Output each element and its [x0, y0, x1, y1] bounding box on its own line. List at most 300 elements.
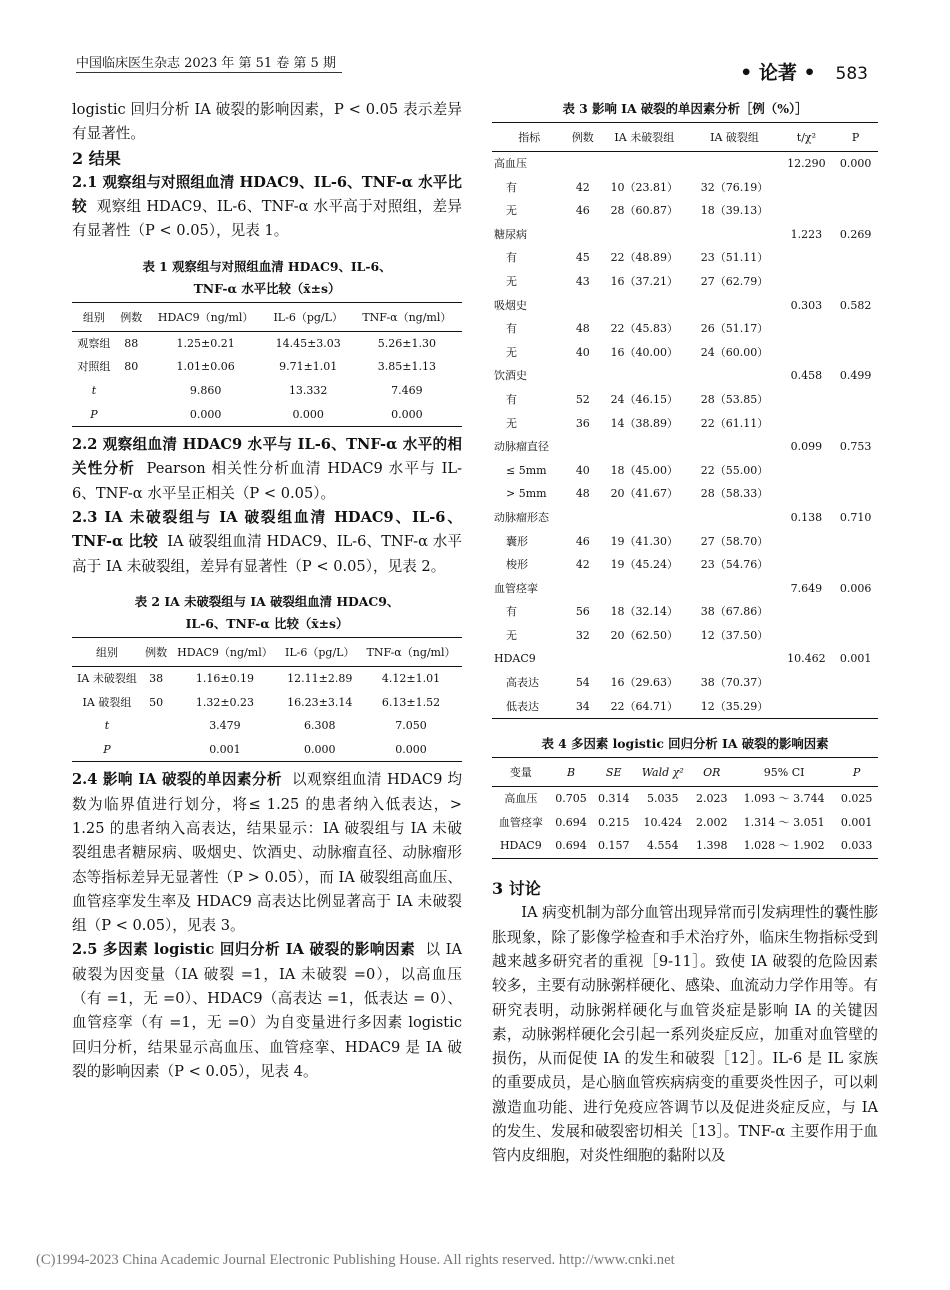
table-1	[72, 256, 462, 427]
table-cell	[833, 199, 878, 223]
table-cell	[689, 506, 779, 530]
table-cell	[833, 695, 878, 719]
table-row	[492, 176, 878, 200]
table-cell: 有	[506, 605, 517, 619]
section-2-5-text: 以 IA 破裂为因变量（IA 破裂 =1，IA 未破裂 =0），以高血压（有 =1，无 =0）、HDAC9（高表达 =1，低表达 = 0）、血管痉挛（有 =1，无 =0）为自变量进行多因素 logistic 回归分析，结果显示高血压、血管痉挛、HDAC9 是 IA 破裂的影响因素（P < 0.05），见表 4。	[72, 941, 462, 1080]
table-cell	[780, 553, 834, 577]
table-cell: 7.469	[391, 383, 423, 397]
table-row	[492, 223, 878, 247]
table-cell: 低表达	[492, 695, 566, 719]
table-cell: HDAC9	[492, 834, 550, 858]
table-4-grid	[492, 757, 878, 859]
table-2	[72, 591, 462, 762]
table-cell: 12.11±2.89	[287, 671, 353, 685]
table-cell: 9.860	[189, 383, 222, 397]
table-cell	[833, 553, 878, 577]
table-cell: 36	[575, 416, 590, 430]
section-page-header	[740, 58, 868, 85]
table-row	[72, 379, 462, 403]
table-cell: 1.314 ～ 3.051	[743, 815, 825, 829]
table-cell: 38（67.86）	[700, 605, 769, 619]
table-row	[492, 530, 878, 554]
table-header: 组别	[72, 302, 116, 331]
table-cell: 27（62.79）	[700, 274, 769, 288]
table-cell	[599, 647, 689, 671]
table-cell: 高血压	[494, 157, 527, 170]
table-cell: 26（51.17）	[700, 322, 769, 336]
table-4-body	[492, 787, 878, 859]
section-2-1-text: 观察组 HDAC9、IL-6、TNF-α 水平高于对照组，差异有显著性（P < 0.05），见表 1。	[72, 198, 462, 240]
table-cell: 18（39.13）	[700, 204, 769, 218]
table-cell: 1.398	[690, 834, 733, 858]
table-cell	[780, 412, 834, 436]
table-cell: 有	[506, 322, 517, 336]
table-cell	[599, 294, 689, 318]
table-cell: 22（64.71）	[599, 695, 689, 719]
table-header: 组别	[72, 637, 142, 666]
table-cell	[566, 223, 599, 247]
table-cell: 6.13±1.52	[381, 695, 441, 709]
table-4	[492, 733, 878, 859]
table-cell: 有	[506, 251, 517, 265]
table-cell	[780, 624, 834, 648]
table-cell: 6.308	[304, 719, 336, 733]
table-cell	[566, 435, 599, 459]
table-cell: 高表达	[506, 676, 539, 690]
table-cell: 27（58.70）	[700, 534, 769, 548]
table-cell: 48	[575, 487, 590, 501]
table-cell: 囊形	[506, 534, 528, 548]
table-cell: 18（45.00）	[610, 463, 679, 477]
section-2-1	[72, 171, 462, 244]
table-cell: 19（41.30）	[610, 534, 679, 548]
table-cell: 0.001	[839, 652, 872, 666]
table-1-body	[72, 331, 462, 426]
table-cell: 动脉瘤直径	[494, 440, 549, 454]
table-cell: 4.554	[635, 834, 690, 858]
table-1-caption	[72, 256, 462, 300]
table-header: HDAC9（ng/ml）	[147, 302, 265, 331]
table-cell	[780, 459, 834, 483]
table-cell: 54	[575, 676, 590, 690]
table-cell	[833, 624, 878, 648]
table-2-caption-line2: IL-6、TNF-α 比较（x̄±s）	[185, 615, 349, 631]
table-cell: 2.023	[695, 792, 728, 806]
table-cell: 43	[575, 274, 590, 288]
table-cell: 0.157	[592, 834, 635, 858]
table-row	[492, 787, 878, 811]
table-cell	[780, 388, 834, 412]
table-cell	[566, 577, 599, 601]
table-cell: 0.314	[597, 792, 630, 806]
table-4-caption: 表 4 多因素 logistic 回归分析 IA 破裂的影响因素	[541, 736, 829, 752]
table-row	[492, 412, 878, 436]
table-cell: 28（60.87）	[610, 204, 679, 218]
table-header: 例数	[116, 302, 147, 331]
table-3-caption: 表 3 影响 IA 破裂的单因素分析［例（%）］	[562, 101, 808, 116]
table-cell: 24（60.00）	[700, 345, 769, 359]
table-row	[492, 317, 878, 341]
table-cell	[833, 246, 878, 270]
table-1-caption-line1: 表 1 观察组与对照组血清 HDAC9、IL-6、	[142, 258, 392, 274]
table-cell: HDAC9	[494, 652, 536, 666]
table-cell: 1.093 ～ 3.744	[743, 792, 825, 806]
table-cell: 23（51.11）	[700, 251, 769, 265]
table-cell: 有	[506, 392, 517, 406]
table-cell	[780, 199, 834, 223]
table-cell: 12（37.50）	[700, 628, 769, 642]
table-header: P	[833, 123, 878, 152]
table-cell	[689, 647, 779, 671]
table-cell: 0.138	[790, 510, 823, 524]
table-cell: 糖尿病	[494, 227, 527, 241]
table-header: HDAC9（ng/ml）	[170, 637, 279, 666]
table-cell	[566, 294, 599, 318]
table-header: TNF-α（ng/ml）	[352, 302, 462, 331]
table-row	[72, 331, 462, 355]
table-header: Wald χ²	[635, 758, 690, 787]
table-header: IA 未破裂组	[599, 123, 689, 152]
table-header: IA 破裂组	[689, 123, 779, 152]
table-cell	[689, 294, 779, 318]
table-cell: 5.26±1.30	[377, 336, 436, 350]
table-cell: 无	[506, 274, 517, 288]
page-number: 583	[835, 64, 868, 84]
table-header: IL-6（pg/L）	[280, 637, 361, 666]
table-cell: 46	[575, 204, 590, 218]
table-cell: 0.006	[839, 581, 872, 595]
paragraph-methods-end: logistic 回归分析 IA 破裂的影响因素，P < 0.05 表示差异有显著性。	[72, 101, 462, 143]
table-3-grid	[492, 122, 878, 719]
table-cell: 14.45±3.03	[275, 336, 341, 350]
table-cell: 0.000	[265, 403, 352, 427]
table-cell: 50	[149, 695, 164, 709]
table-cell	[780, 671, 834, 695]
table-cell	[780, 341, 834, 365]
table-cell	[833, 176, 878, 200]
section-2-4	[72, 768, 462, 938]
table-cell: 16（29.63）	[610, 676, 679, 690]
table-cell: 0.269	[839, 227, 872, 241]
table-cell	[689, 152, 779, 176]
table-header: P	[835, 758, 878, 787]
table-cell: 0.025	[840, 792, 873, 806]
table-cell: 32	[575, 628, 590, 642]
table-cell	[833, 482, 878, 506]
table-row	[72, 714, 462, 738]
table-row	[492, 199, 878, 223]
table-cell: 无	[506, 204, 517, 218]
table-cell: 1.223	[790, 227, 823, 241]
table-cell: 0.000	[352, 403, 462, 427]
table-cell	[566, 647, 599, 671]
table-cell: 血管痉挛	[494, 581, 538, 595]
table-row	[72, 738, 462, 762]
section-2-4-title: 2.4 影响 IA 破裂的单因素分析	[72, 771, 282, 789]
table-header: SE	[592, 758, 635, 787]
table-cell: P	[72, 403, 116, 427]
table-cell	[599, 152, 689, 176]
table-cell: 34	[566, 695, 599, 719]
table-cell: 吸烟史	[494, 298, 527, 312]
table-cell: 0.753	[839, 440, 872, 454]
table-cell	[142, 714, 170, 738]
table-cell: > 5mm	[506, 487, 547, 501]
table-cell	[599, 223, 689, 247]
table-cell: 20（41.67）	[610, 487, 679, 501]
table-cell: 13.332	[288, 383, 328, 397]
table-cell: 23（54.76）	[700, 558, 769, 572]
table-cell	[566, 364, 599, 388]
table-cell: 0.099	[790, 440, 823, 454]
table-cell: 22（61.11）	[700, 416, 769, 430]
table-cell: P	[72, 738, 142, 762]
table-row	[492, 459, 878, 483]
table-row	[492, 270, 878, 294]
table-cell: 1.25±0.21	[176, 336, 235, 350]
table-header: 变量	[492, 758, 550, 787]
section-2-5-title: 2.5 多因素 logistic 回归分析 IA 破裂的影响因素	[72, 941, 416, 959]
table-cell: 38	[149, 671, 164, 685]
section-label: • 论著 •	[740, 62, 816, 84]
table-cell: 1.01±0.06	[176, 360, 235, 374]
table-cell: 0.705	[555, 792, 587, 806]
table-cell: 0.000	[839, 157, 872, 170]
table-cell: 20（62.50）	[610, 628, 679, 642]
table-cell: 无	[506, 416, 517, 430]
table-cell	[780, 246, 834, 270]
table-cell: 0.033	[835, 834, 878, 858]
table-cell	[689, 435, 779, 459]
table-row	[72, 666, 462, 690]
table-cell	[833, 671, 878, 695]
table-cell: 观察组	[77, 336, 111, 350]
table-cell: 22（45.83）	[610, 322, 679, 336]
table-cell: 14（38.89）	[610, 416, 679, 430]
table-cell	[599, 577, 689, 601]
table-cell	[780, 176, 834, 200]
table-cell	[833, 317, 878, 341]
table-row	[492, 246, 878, 270]
table-cell	[116, 403, 147, 427]
table-header: OR	[690, 758, 733, 787]
table-cell: 0.694	[555, 815, 587, 829]
section-2-2	[72, 433, 462, 506]
table-cell: 52	[575, 392, 590, 406]
table-header: 例数	[566, 123, 599, 152]
table-row	[492, 671, 878, 695]
table-cell: 高血压	[504, 792, 538, 806]
table-cell: 7.050	[395, 719, 427, 733]
table-3-body	[492, 152, 878, 719]
table-row	[72, 355, 462, 379]
table-cell: IA 破裂组	[82, 695, 132, 709]
table-cell: 有	[506, 180, 517, 194]
table-cell: 16（37.21）	[610, 274, 679, 288]
table-cell	[566, 506, 599, 530]
table-cell: 0.458	[790, 369, 823, 383]
table-cell	[599, 364, 689, 388]
table-cell	[833, 600, 878, 624]
table-cell: 0.710	[839, 510, 872, 524]
table-cell: 40	[575, 463, 590, 477]
table-row	[492, 435, 878, 459]
section-2-5	[72, 938, 462, 1084]
table-row	[492, 553, 878, 577]
table-cell: 无	[506, 345, 517, 359]
table-2-caption-line1: 表 2 IA 未破裂组与 IA 破裂组血清 HDAC9、	[134, 593, 400, 609]
table-cell	[780, 695, 834, 719]
table-cell: 80	[124, 360, 139, 374]
table-cell	[833, 270, 878, 294]
table-cell: IA 未破裂组	[77, 671, 137, 685]
table-cell: 梭形	[506, 558, 528, 572]
table-cell: 4.12±1.01	[381, 671, 441, 685]
table-row	[492, 695, 878, 719]
table-cell	[780, 317, 834, 341]
table-row	[492, 811, 878, 835]
table-cell: 32（76.19）	[700, 180, 769, 194]
table-cell	[689, 223, 779, 247]
table-row	[492, 152, 878, 176]
table-header: B	[550, 758, 593, 787]
table-header: 例数	[142, 637, 170, 666]
table-header: 指标	[492, 123, 566, 152]
table-row	[492, 647, 878, 671]
table-cell	[833, 341, 878, 365]
table-cell: 12.290	[787, 157, 826, 170]
table-1-caption-line2: TNF-α 水平比较（x̄±s）	[193, 280, 341, 296]
table-cell	[780, 530, 834, 554]
table-cell	[566, 152, 599, 176]
table-row	[492, 482, 878, 506]
table-header: 95% CI	[733, 758, 835, 787]
table-cell	[780, 482, 834, 506]
right-column	[492, 98, 878, 1169]
table-cell: 16（40.00）	[610, 345, 679, 359]
table-cell: 9.71±1.01	[279, 360, 338, 374]
table-cell: 40	[575, 345, 590, 359]
section-2-3-title: 2.3 IA 未破裂组与 IA 破裂组血清 HDAC9、IL-6、TNF-α 比较	[72, 509, 462, 551]
table-1-grid	[72, 302, 462, 427]
table-cell: 0.001	[840, 815, 873, 829]
table-2-grid	[72, 637, 462, 762]
table-cell: 48	[575, 322, 590, 336]
table-cell: 46	[575, 534, 590, 548]
table-cell: 0.000	[280, 738, 361, 762]
table-cell: 动脉瘤形态	[494, 510, 549, 524]
table-cell: 38（70.37）	[700, 676, 769, 690]
table-row	[492, 577, 878, 601]
table-cell	[833, 412, 878, 436]
table-cell: ≤ 5mm	[506, 463, 547, 477]
table-cell: 3.85±1.13	[377, 360, 436, 374]
copyright-footer: (C)1994-2023 China Academic Journal Electronic Publishing House. All rights reserved. http://www.cnki.net	[36, 1252, 675, 1268]
table-cell: 7.649	[790, 581, 823, 595]
discussion-paragraph: IA 病变机制为部分血管出现异常而引发病理性的囊性膨胀现象，除了影像学检查和手术治疗外，临床生物指标受到越来越多研究者的重视［9-11］。致使 IA 破裂的危险因素较多，主要有动脉粥样硬化、感染、血流动力学作用等。有研究表明，动脉粥样硬化与血管炎症是影响 IA 的关键因素，动脉粥样硬化会引起一系列炎症反应，加重对血管壁的损伤，从而促使 IA 的发生和破裂［12］。IL-6 是 IL 家族的重要成员，是心脑血管疾病病变的重要炎性因子，可以刺激造血功能、进行免疫应答调节以及促进炎症反应，与 IA 的发生、发展和破裂密切相关［13］。TNF-α 主要作用于血管内皮细胞，对炎性细胞的黏附以及	[492, 904, 878, 1165]
table-cell: t	[104, 719, 110, 733]
section-2-3-text: IA 破裂组血清 HDAC9、IL-6、TNF-α 水平高于 IA 未破裂组，差异有显著性（P < 0.05），见表 2。	[72, 533, 462, 575]
table-cell: 10.462	[787, 652, 826, 666]
table-cell: t	[91, 383, 97, 397]
table-cell: 3.479	[209, 719, 241, 733]
heading-discussion: 3 讨论	[492, 879, 541, 899]
table-cell: 0.303	[790, 298, 823, 312]
heading-results: 2 结果	[72, 148, 121, 168]
table-cell: 对照组	[77, 360, 111, 374]
left-column	[72, 98, 462, 1084]
table-cell: 45	[575, 251, 590, 265]
table-2-body	[72, 666, 462, 761]
table-row	[72, 691, 462, 715]
table-cell	[780, 270, 834, 294]
table-cell	[780, 600, 834, 624]
table-cell: 0.000	[360, 738, 462, 762]
table-cell: 42	[575, 558, 590, 572]
table-cell: 0.582	[839, 298, 872, 312]
table-header: TNF-α（ng/ml）	[360, 637, 462, 666]
table-cell	[833, 530, 878, 554]
table-cell: 0.000	[147, 403, 265, 427]
table-cell: 1.16±0.19	[195, 671, 255, 685]
section-2-1-title: 2.1 观察组与对照组血清 HDAC9、IL-6、TNF-α 水平比较	[72, 173, 462, 216]
table-cell	[599, 435, 689, 459]
table-cell: 饮酒史	[494, 369, 527, 383]
section-2-2-title: 2.2 观察组血清 HDAC9 水平与 IL-6、TNF-α 水平的相关性分析	[72, 436, 462, 478]
table-cell	[142, 738, 170, 762]
table-cell: 1.028 ～ 1.902	[733, 834, 835, 858]
table-3	[492, 98, 878, 719]
table-row	[72, 403, 462, 427]
table-row	[492, 341, 878, 365]
table-cell: 0.499	[839, 369, 872, 383]
table-cell: 0.001	[170, 738, 279, 762]
table-cell: 28（53.85）	[700, 392, 769, 406]
table-header: t/χ²	[780, 123, 834, 152]
table-cell: 无	[506, 628, 517, 642]
table-cell: 10.424	[643, 815, 682, 829]
table-cell: 10（23.81）	[610, 180, 679, 194]
table-cell	[833, 459, 878, 483]
table-cell: 22（55.00）	[700, 463, 769, 477]
section-2-4-text: 以观察组血清 HDAC9 均数为临界值进行划分，将≤ 1.25 的患者纳入低表达，> 1.25 的患者纳入高表达，结果显示：IA 破裂组与 IA 未破裂组患者糖尿病、吸烟史、饮酒史、动脉瘤直径、动脉瘤形态等指标差异无显著性（P > 0.05），而 IA 破裂组高血压、血管痉挛发生率及 HDAC9 高表达比例显著高于 IA 未破裂组（P < 0.05），见表 3。	[72, 771, 462, 935]
header-rule	[76, 72, 342, 73]
table-cell	[833, 388, 878, 412]
table-cell	[689, 577, 779, 601]
table-row	[492, 600, 878, 624]
table-cell: 0.694	[550, 834, 593, 858]
table-cell: 24（46.15）	[610, 392, 679, 406]
table-cell: 0.215	[597, 815, 630, 829]
table-cell: 16.23±3.14	[287, 695, 353, 709]
table-cell: 12（35.29）	[689, 695, 779, 719]
table-header: IL-6（pg/L）	[265, 302, 352, 331]
table-cell: 56	[575, 605, 590, 619]
table-row	[492, 624, 878, 648]
table-row	[492, 294, 878, 318]
table-cell: 血管痉挛	[498, 815, 543, 829]
section-2-3	[72, 506, 462, 579]
table-cell: 5.035	[646, 792, 679, 806]
table-cell	[599, 506, 689, 530]
table-2-caption	[72, 591, 462, 635]
table-cell	[116, 379, 147, 403]
table-row	[492, 364, 878, 388]
table-cell: 22（48.89）	[610, 251, 679, 265]
table-row	[492, 388, 878, 412]
table-cell: 42	[575, 180, 590, 194]
table-cell: 28（58.33）	[700, 487, 769, 501]
